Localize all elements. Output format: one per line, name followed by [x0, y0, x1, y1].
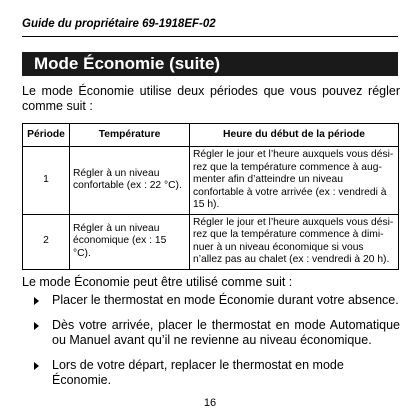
page-number: 16 — [203, 397, 217, 409]
column-header-start-time: Heure du début de la période — [190, 124, 399, 147]
period-number: 1 — [23, 147, 70, 215]
usage-list — [22, 293, 400, 398]
section-title-bar — [22, 52, 398, 76]
intro-line-2: comme suit : — [22, 99, 93, 113]
header-divider — [22, 36, 398, 37]
list-item — [22, 293, 400, 308]
intro-line-1: Le mode Économie utilise deux périodes que vous pouvez régler — [22, 84, 400, 98]
bullet-arrow-icon — [34, 297, 39, 305]
period-number: 2 — [23, 214, 70, 269]
usage-intro: Le mode Économie peut être utilisé comme suit : — [22, 275, 293, 289]
temperature-cell: Régler à un niveau confortable (ex : 22 °C). — [70, 147, 190, 215]
running-header: Guide du propriétaire 69-1918EF-02 — [22, 18, 216, 30]
table-row — [23, 214, 399, 269]
start-time-cell: Régler le jour et l’heure auxquels vous désirez que la température commence à diminuer à un niveau économique si vous n’allez pas au chalet (ex : vendredi à 20 h). — [190, 214, 399, 269]
table-row — [23, 147, 399, 215]
section-title: Mode Économie (suite) — [34, 54, 221, 73]
periods-table — [22, 123, 399, 270]
bullet-arrow-icon — [34, 322, 39, 330]
list-item-text: Placer le thermostat en mode Économie durant votre absence. — [52, 293, 399, 307]
column-header-temperature: Température — [70, 124, 190, 147]
table-header-row — [23, 124, 399, 147]
column-header-period: Période — [23, 124, 70, 147]
start-time-cell: Régler le jour et l’heure auxquels vous désirez que la température commence à augmenter afin d’atteindre un niveau confortable à votre arrivée (ex : vendredi à 15 h). — [190, 147, 399, 215]
intro-paragraph — [22, 84, 400, 114]
list-item — [22, 318, 400, 348]
list-item-text: Lors de votre départ, replacer le thermostat en mode Économie. — [52, 358, 344, 387]
list-item — [22, 358, 400, 388]
bullet-arrow-icon — [34, 362, 39, 370]
list-item-text: Dès votre arrivée, placer le thermostat en mode Automatique ou Manuel avant qu’il ne revienne au niveau économique. — [52, 318, 400, 347]
temperature-cell: Régler à un niveau économique (ex : 15 °C). — [70, 214, 190, 269]
